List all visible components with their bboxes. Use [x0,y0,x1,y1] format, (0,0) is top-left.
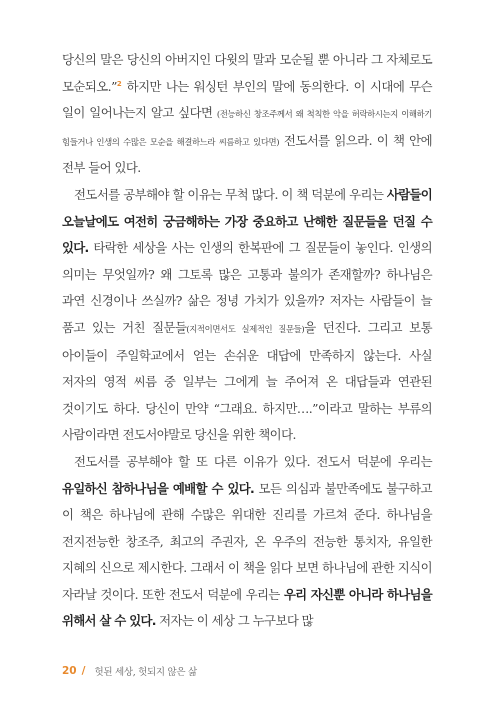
text-run: 모든 의심과 불만족에도 불구하고 이 책은 하나님에 관해 수많은 위대한 진리를 가르쳐 준다. 하나님을 전지전능한 창조주, 최고의 주권자, 온 우주의 전능한 통치자, 유일한 지혜의 신으로 제시한다. 그래서 이 책을 읽다 보면 하나님에 관한 지식이 자라날 것이다. 또한 전도서 덕분에 우리는 [62,480,432,602]
parenthetical-note: (전능하신 창조주께서 왜 척칙한 악을 허락하시는지 이해하기 힘들거나 인생의 수많은 모순을 해결하느라 씨름하고 있다면) [62,109,432,147]
text-run: 전도서를 공부해야 할 이유는 무척 많다. 이 책 덕분에 우리는 [74,186,387,202]
text-run: 을 던진다. 그리고 보통 아이들이 주일학교에서 얻는 손쉬운 대답에 만족하지 않는다. 사실 저자의 영적 씨름 중 일부는 그에게 늘 주어져 온 대답들과 연관된 것이기도 하다. 당신이 만약 “그래요. 하지만….”이라고 말하는 부류의 사람이라면 전도서야말로 당신을 위한 책이다. [62,319,432,443]
page-footer [62,663,197,679]
emphasis-text: 우리 자신뿐 아니라 하나님을 위해서 살 수 있다. [62,586,433,629]
text-run: 하지만 나는 워싱턴 부인의 말에 동의한다. 이 시대에 무슨 일이 일어나는지 알고 싶다면 [62,78,432,121]
footer-separator: / [81,665,86,677]
page-number: 20 [62,665,77,677]
body-text [62,47,432,635]
paragraph [62,47,432,182]
paragraph [62,449,432,635]
emphasis-text: 유일하신 참하나님을 예배할 수 있다. [62,480,255,496]
text-run: 저자는 이 세상 그 누구보다 많 [155,613,314,629]
text-run: 전도서를 읽으라. 이 책 안에 전부 들어 있다. [62,132,432,176]
footnote-marker: 2 [116,79,122,88]
text-run: 타락한 세상을 사는 인생의 한복판에 그 질문들이 놓인다. 인생의 의미는 무엇일까? 왜 그토록 많은 고통과 불의가 존재할까? 하나님은 과연 신경이나 쓰실까? 삶은 정녕 가치가 있을까? 저자는 사람들이 늘 품고 있는 거친 질문들 [62,240,432,335]
text-run: 전도서를 공부해야 할 또 다른 이유가 있다. 전도서 덕분에 우리는 [74,453,432,469]
emphasis-text: 사람들이 오늘날에도 여전히 궁금해하는 가장 중요하고 난해한 질문들을 던질 수 있다. [62,186,432,256]
paragraph [62,182,432,449]
running-title: 헛된 세상, 헛되지 않은 삶 [94,667,197,678]
text-run: 당신의 말은 당신의 아버지인 다윗의 말과 모순될 뿐 아니라 그 자체로도 모순되오.” [62,52,432,94]
parenthetical-note: (지적이면서도 실제적인 질문들) [186,323,305,334]
